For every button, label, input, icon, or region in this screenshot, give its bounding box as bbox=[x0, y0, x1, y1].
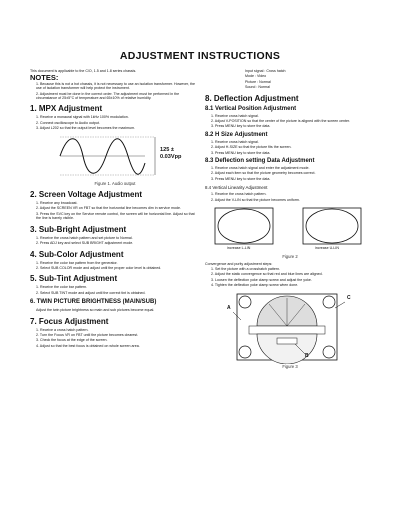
focus-step: 4. Adjust so that the best focus is obtained on whole screen area. bbox=[36, 343, 140, 348]
focus-step: 2. Turn the Focus VR on FBT until the picture becomes clearest. bbox=[36, 332, 139, 337]
figure-1 bbox=[30, 133, 200, 181]
mpx-step: 3. Adjust L202 so that the output level becomes the maximum. bbox=[36, 126, 136, 131]
convergence-step: 4. Tighten the deflection yoke clamp screw when done. bbox=[211, 283, 299, 288]
screen-step: 3. Press the SVC key on the Service remote control, the screen will be horizontal line. Adjust so that the line is barely visible. bbox=[36, 211, 195, 221]
focus-step: 3. Check the focus at the edge of the screen. bbox=[36, 338, 108, 343]
screen-frame-left bbox=[215, 208, 273, 244]
convergence-step: 1. Set the picture with a crosshatch pattern. bbox=[211, 266, 281, 271]
sub-color-step: 2. Select SUB COLOR mode and adjust until the proper color level is obtained. bbox=[36, 265, 162, 270]
section-heading-focus: 7. Focus Adjustment bbox=[30, 316, 109, 326]
deflection-data-step: 3. Press MENU key to store the data. bbox=[211, 176, 271, 181]
hsize-step: 3. Press MENU key to store the data. bbox=[211, 150, 271, 155]
mpx-step: 2. Connect oscilloscope to Audio output. bbox=[36, 120, 100, 125]
convergence-step: 2. Adjust the static convergence so that red and blue lines are aligned. bbox=[211, 272, 323, 277]
right-column bbox=[205, 69, 375, 371]
corner-magnet-bl bbox=[239, 346, 251, 358]
notes-heading: NOTES: bbox=[30, 73, 59, 83]
corner-magnet-tr bbox=[323, 296, 335, 308]
focus-step: 1. Receive a cross hatch pattern. bbox=[36, 327, 89, 332]
vpos-step: 3. Press MENU key to store the data. bbox=[211, 124, 271, 129]
vlin-step: 1. Receive the cross hatch pattern. bbox=[211, 192, 267, 197]
subsection-heading-hsize: 8.2 H Size Adjustment bbox=[205, 131, 268, 138]
left-column bbox=[30, 69, 200, 349]
level-value-bottom: 0.03Vpp bbox=[160, 153, 182, 160]
figure-3 bbox=[205, 292, 375, 364]
screen-step: 1. Receive any broadcast. bbox=[36, 201, 78, 206]
distortion-ellipse-left bbox=[218, 209, 270, 243]
page-title: ADJUSTMENT INSTRUCTIONS bbox=[119, 50, 281, 62]
condition-line: Sound : Normal bbox=[245, 85, 270, 90]
deflection-data-step: 1. Receive cross hatch signal and enter the adjustment mode. bbox=[211, 166, 310, 171]
sub-tint-step: 1. Receive the color bar pattern. bbox=[36, 285, 88, 290]
signal-conditions bbox=[205, 69, 375, 90]
test-bar bbox=[249, 326, 325, 334]
center-box bbox=[277, 338, 297, 344]
convergence-intro: Convergence and purity adjustment steps: bbox=[205, 261, 273, 266]
note-item: 1. Because this is not a hot chassis, it is not necessary to use an isolation transformer. However, the use of isolation transformer will help protect the instrument. bbox=[36, 81, 196, 91]
convergence-figure bbox=[205, 292, 375, 364]
hsize-step: 2. Adjust H-SIZE so that the picture fits the screen. bbox=[211, 145, 292, 150]
note-item: 2. Adjustment must be done in the correct order. The adjustment must be performed in the circumstance of 25±5°C of temperature and 65±10% of relative humidity. bbox=[36, 91, 180, 101]
section-heading-sub-tint: 5. Sub-Tint Adjustment bbox=[30, 274, 118, 284]
section-heading-sub-color: 4. Sub-Color Adjustment bbox=[30, 249, 124, 259]
sub-color-step: 1. Receive the color bar pattern from the generator. bbox=[36, 260, 118, 265]
fig3-label-b: B bbox=[305, 352, 309, 359]
convergence-step: 3. Loosen the deflection yoke clamp screw and adjust the yoke. bbox=[211, 277, 312, 282]
sub-bright-step: 1. Receive the cross hatch pattern and set picture to Normal. bbox=[36, 235, 133, 240]
section-heading-screen: 2. Screen Voltage Adjustment bbox=[30, 190, 143, 200]
figure-2-caption: Figure 2 bbox=[282, 254, 298, 260]
mpx-step: 1. Receive a monaural signal with 1kHz 100% modulation. bbox=[36, 115, 129, 120]
deflection-data-step: 2. Adjust each item so that the picture geometry becomes correct. bbox=[211, 171, 316, 176]
hsize-step: 1. Receive cross hatch signal. bbox=[211, 139, 259, 144]
figure-2 bbox=[205, 206, 375, 254]
level-value-top: 125 ± bbox=[160, 146, 174, 153]
vpos-step: 2. Adjust V-POSITION so that the center of the picture is aligned with the screen center. bbox=[211, 119, 351, 124]
sine-wave-line bbox=[60, 138, 145, 173]
fig3-label-c: C bbox=[347, 294, 351, 301]
screen-frame-right bbox=[303, 208, 361, 244]
sub-tint-step: 2. Select SUB TINT mode and adjust until the correct tint is obtained. bbox=[36, 290, 146, 295]
fig2-label-right: increase U-LIN bbox=[315, 246, 339, 251]
corner-magnet-br bbox=[323, 346, 335, 358]
subsection-heading-vlin: 8.4 Vertical Linearity Adjustment bbox=[205, 185, 268, 191]
screen-step: 2. Adjust the SCREEN VR on FBT so that the horizontal line becomes dim in service mode. bbox=[36, 206, 181, 211]
pointer-c bbox=[335, 302, 345, 308]
condition-line: Input signal : Cross hatch bbox=[245, 69, 286, 73]
condition-line: Picture : Normal bbox=[245, 79, 271, 84]
fig3-label-a: A bbox=[227, 304, 231, 311]
figure-3-caption: Figure 3 bbox=[282, 363, 298, 369]
vpos-step: 1. Receive cross hatch signal. bbox=[211, 113, 259, 118]
section-heading-deflection: 8. Deflection Adjustment bbox=[205, 93, 299, 103]
fig2-label-left: increase L-LIN bbox=[227, 246, 251, 251]
condition-line: Mode : Video bbox=[245, 74, 267, 79]
section-heading-mpx: 1. MPX Adjustment bbox=[30, 104, 103, 114]
subsection-heading-vpos: 8.1 Vertical Position Adjustment bbox=[205, 105, 297, 112]
distortion-ellipse-right bbox=[306, 209, 358, 243]
twin-picture-step: Adjust the twin picture brightness so main and sub pictures become equal. bbox=[36, 308, 155, 313]
section-heading-sub-bright: 3. Sub-Bright Adjustment bbox=[30, 224, 127, 234]
section-heading-twin-picture: 6. TWIN PICTURE BRIGHTNESS (MAIN/SUB) bbox=[30, 299, 157, 306]
figure-1-caption: Figure 1. Audio output bbox=[94, 180, 136, 186]
vlin-step: 2. Adjust the V-LIN so that the picture becomes uniform. bbox=[211, 197, 300, 202]
corner-magnet-tl bbox=[239, 296, 251, 308]
sub-bright-step: 2. Press ADJ key and select SUB BRIGHT adjustment mode. bbox=[36, 241, 134, 246]
subsection-heading-deflection-data: 8.3 Deflection setting Data Adjustment bbox=[205, 158, 315, 165]
intro-text: This document is applicable to the C/O, 1.5 and 1.8 series chassis. bbox=[30, 69, 137, 73]
